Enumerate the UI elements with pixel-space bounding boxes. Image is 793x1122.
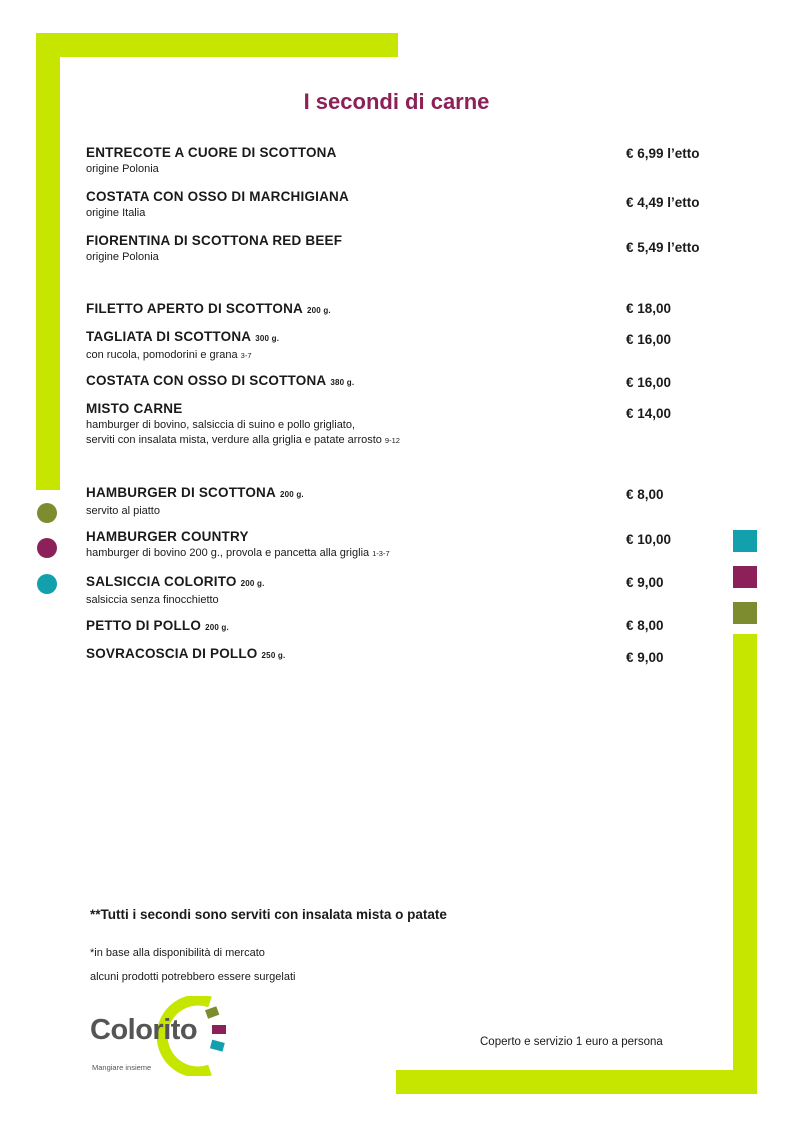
item-description: hamburger di bovino 200 g., provola e pancetta alla griglia	[86, 547, 370, 559]
menu-item	[86, 528, 706, 561]
frame-top-bar	[36, 33, 398, 57]
teal-square	[733, 530, 757, 552]
item-name: COSTATA CON OSSO DI SCOTTONA	[86, 373, 327, 388]
item-price: € 8,00	[626, 618, 664, 633]
item-price: € 16,00	[626, 332, 672, 347]
menu-item	[86, 144, 706, 177]
item-description: origine Italia	[86, 207, 146, 219]
item-description: con rucola, pomodorini e grana	[86, 349, 238, 361]
item-price: € 14,00	[626, 406, 672, 421]
item-price: € 18,00	[626, 301, 672, 316]
item-name: ENTRECOTE A CUORE DI SCOTTONA	[86, 145, 337, 160]
menu-item	[86, 328, 706, 363]
item-name: HAMBURGER COUNTRY	[86, 529, 249, 544]
item-weight: 200 g.	[205, 623, 229, 632]
item-name: SOVRACOSCIA DI POLLO	[86, 646, 258, 661]
allergen-codes: 9-12	[384, 436, 400, 445]
item-description: origine Polonia	[86, 163, 159, 175]
menu-item	[86, 188, 706, 221]
item-weight: 200 g.	[279, 490, 304, 499]
side-dish-note: **Tutti i secondi sono serviti con insalata mista o patate	[90, 907, 447, 922]
item-description: salsiccia senza finocchietto	[86, 594, 219, 606]
menu-item	[86, 372, 706, 391]
item-price: € 10,00	[626, 532, 672, 547]
menu-item	[86, 232, 706, 265]
colorito-logo	[88, 996, 248, 1076]
menu-item	[86, 617, 706, 636]
item-price: € 16,00	[626, 375, 672, 390]
frozen-products-note: alcuni prodotti potrebbero essere surgelati	[90, 971, 296, 983]
menu-item	[86, 573, 706, 608]
item-price: € 5,49 l’etto	[626, 240, 700, 255]
item-name: COSTATA CON OSSO DI MARCHIGIANA	[86, 189, 349, 204]
olive-dot	[37, 503, 57, 523]
olive-square	[733, 602, 757, 624]
item-weight: 250 g.	[261, 651, 286, 660]
teal-dot	[37, 574, 57, 594]
item-description: hamburger di bovino, salsiccia di suino e pollo grigliato,	[86, 419, 356, 431]
item-description-line2: serviti con insalata mista, verdure alla griglia e patate arrosto	[86, 434, 382, 446]
item-weight: 300 g.	[255, 334, 280, 343]
item-weight: 200 g.	[240, 579, 265, 588]
item-price: € 9,00	[626, 575, 664, 590]
item-weight: 380 g.	[330, 378, 355, 387]
item-price: € 9,00	[626, 650, 664, 665]
logo-wordmark: Colorito	[90, 1014, 198, 1046]
item-description: origine Polonia	[86, 251, 159, 263]
allergen-codes: 3-7	[240, 351, 252, 360]
item-weight: 200 g.	[306, 306, 331, 315]
logo-tagline: Mangiare insieme	[92, 1063, 152, 1072]
item-name: HAMBURGER DI SCOTTONA	[86, 485, 276, 500]
availability-note: *in base alla disponibilità di mercato	[90, 947, 265, 959]
cover-charge-note: Coperto e servizio 1 euro a persona	[480, 1036, 663, 1048]
item-name: PETTO DI POLLO	[86, 618, 202, 633]
item-name: SALSICCIA COLORITO	[86, 574, 237, 589]
item-price: € 6,99 l’etto	[626, 146, 700, 161]
frame-right-bar	[733, 634, 757, 1094]
item-name: MISTO CARNE	[86, 401, 183, 416]
item-name: TAGLIATA DI SCOTTONA	[86, 329, 252, 344]
item-price: € 8,00	[626, 487, 664, 502]
item-price: € 4,49 l’etto	[626, 195, 700, 210]
plum-square	[733, 566, 757, 588]
item-name: FIORENTINA DI SCOTTONA RED BEEF	[86, 233, 343, 248]
menu-item	[86, 300, 706, 319]
page-title: I secondi di carne	[303, 89, 490, 114]
menu-item	[86, 645, 706, 664]
plum-dot	[37, 538, 57, 558]
menu-item	[86, 400, 706, 448]
frame-bottom-bar	[396, 1070, 757, 1094]
item-description: servito al piatto	[86, 505, 160, 517]
allergen-codes: 1-3-7	[372, 549, 390, 558]
item-name: FILETTO APERTO DI SCOTTONA	[86, 301, 303, 316]
menu-item	[86, 484, 706, 519]
